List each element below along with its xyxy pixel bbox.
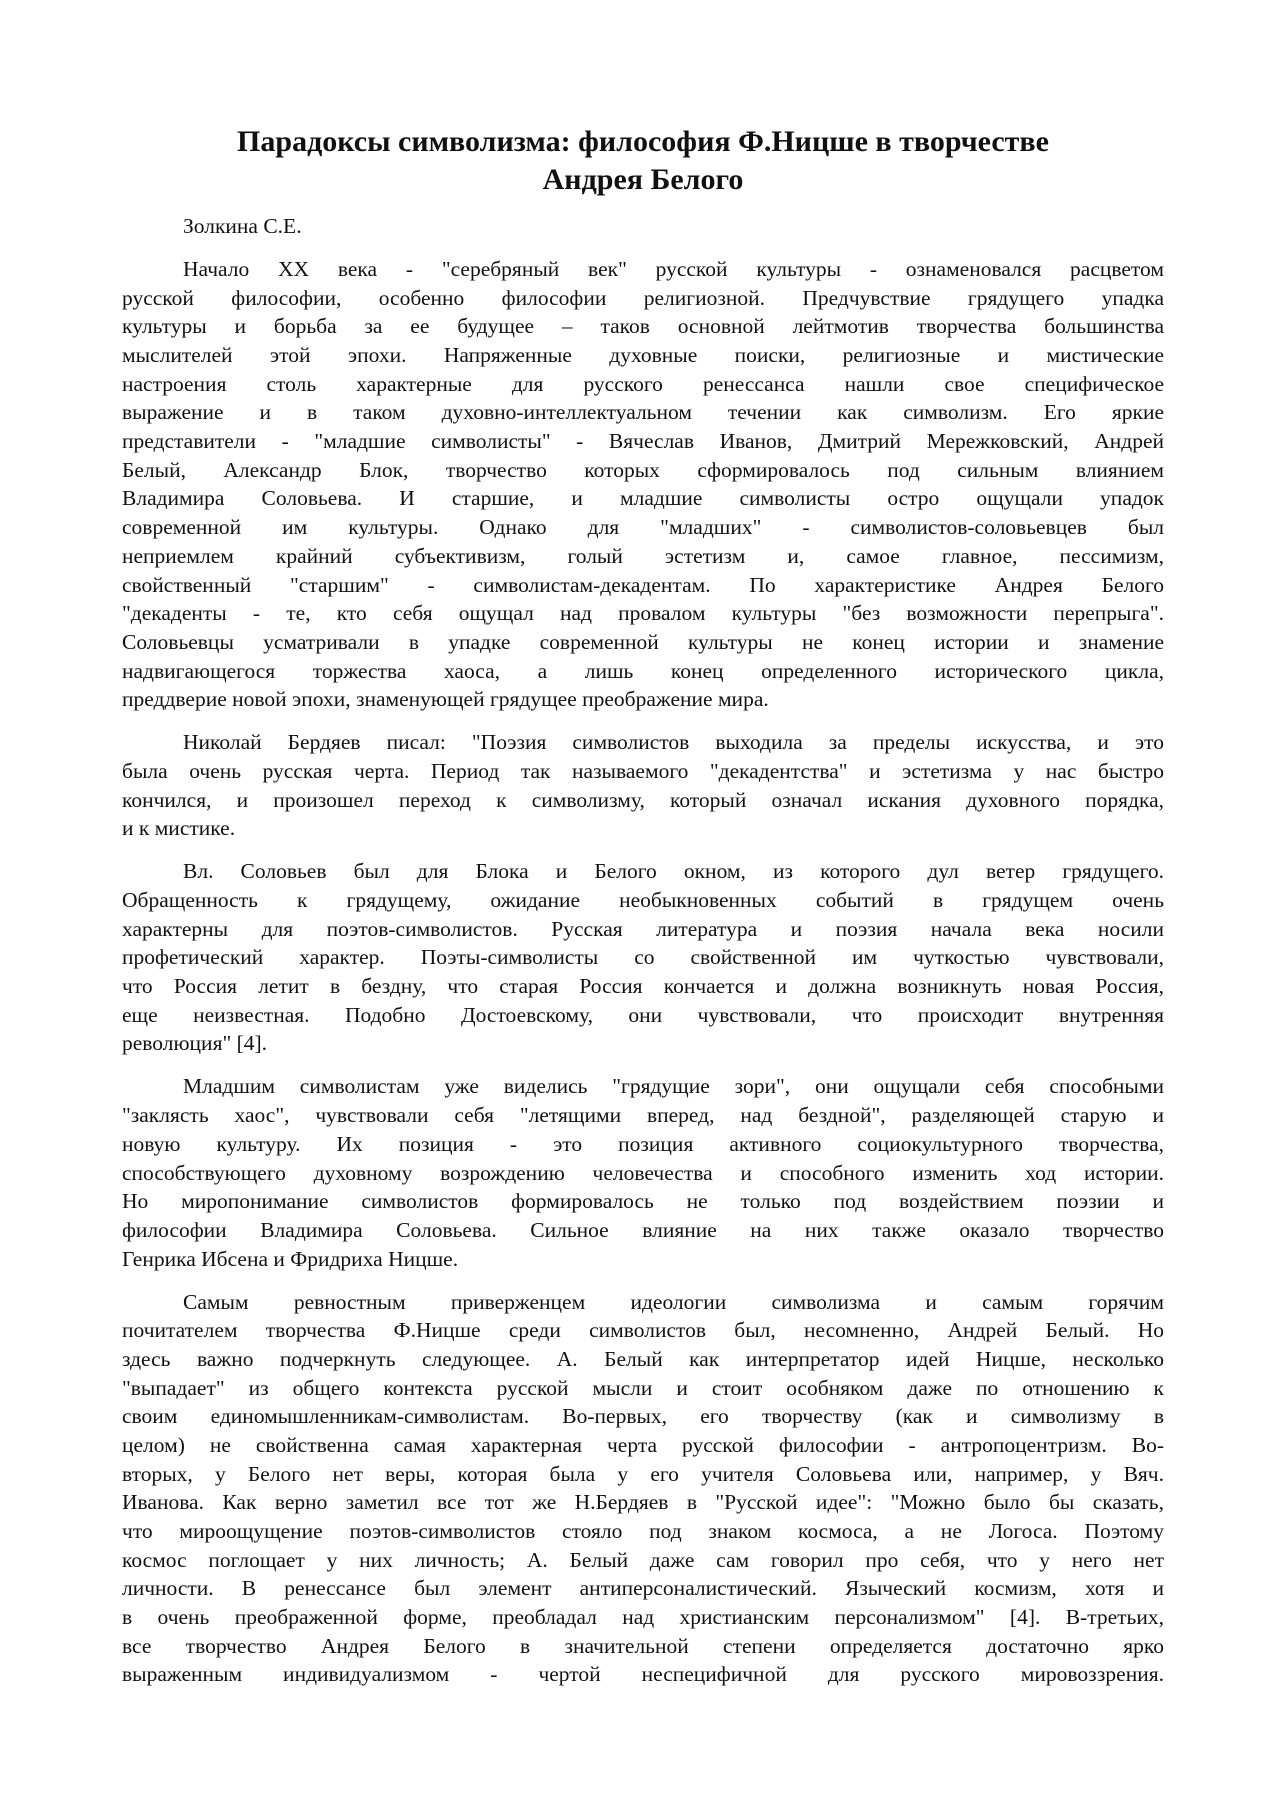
text-line: надвигающегося торжества хаоса, а лишь конец определенного исторического цикла, xyxy=(122,658,1164,683)
text-line: представители - "младшие символисты" - Вячеслав Иванов, Дмитрий Мережковский, Андрей xyxy=(122,429,1164,454)
text-line: Генрика Ибсена и Фридриха Ницше. xyxy=(122,1246,459,1271)
text-line: свойственный "старшим" - символистам-декадентам. По характеристике Андрея Белого xyxy=(122,572,1164,597)
text-line: была очень русская черта. Период так называемого "декадентства" и эстетизма у нас быстро xyxy=(122,758,1164,783)
text-line: неприемлем крайний субъективизм, голый эстетизм и, самое главное, пессимизм, xyxy=(122,543,1164,568)
text-line: Самым ревностным приверженцем идеологии символизма и самым горячим xyxy=(183,1289,1164,1314)
text-line: своим единомышленникам-символистам. Во-первых, его творчеству (как и символизму в xyxy=(122,1404,1164,1429)
paragraph xyxy=(122,1072,1164,1273)
text-line: космос поглощает у них личность; А. Белый даже сам говорил про себя, что у него нет xyxy=(122,1547,1164,1572)
text-line: новую культуру. Их позиция - это позиция активного социокультурного творчества, xyxy=(122,1131,1164,1156)
text-line: профетический характер. Поэты-символисты со свойственной им чуткостью чувствовали, xyxy=(122,945,1164,970)
author-name: Золкина С.Е. xyxy=(183,214,302,238)
title-line-2: Андрея Белого xyxy=(542,163,744,196)
text-line: современной им культуры. Однако для "младших" - символистов-соловьевцев был xyxy=(122,515,1164,540)
text-line: выраженным индивидуализмом - чертой неспецифичной для русского мировоззрения. xyxy=(122,1662,1164,1687)
text-line: настроения столь характерные для русского ренессанса нашли свое специфическое xyxy=(122,371,1164,396)
paragraph xyxy=(122,255,1164,714)
text-line: "выпадает" из общего контекста русской мысли и стоит особняком даже по отношению к xyxy=(122,1375,1164,1400)
text-line: почитателем творчества Ф.Ницше среди символистов был, несомненно, Андрей Белый. Но xyxy=(122,1318,1164,1343)
document-title xyxy=(122,123,1164,199)
text-line: вторых, у Белого нет веры, которая была у его учителя Соловьева или, например, у Вяч. xyxy=(122,1461,1164,1486)
title-line-1: Парадоксы символизма: философия Ф.Ницше в творчестве xyxy=(237,125,1049,158)
document-body xyxy=(122,212,1164,1689)
paragraph xyxy=(122,728,1164,843)
text-line: революция" [4]. xyxy=(122,1031,268,1056)
text-line: Иванова. Как верно заметил все тот же Н.Бердяев в "Русской идее": "Можно было бы сказать, xyxy=(122,1490,1164,1515)
text-line: преддверие новой эпохи, знаменующей грядущее преображение мира. xyxy=(122,687,769,712)
text-line: "декаденты - те, кто себя ощущал над провалом культуры "без возможности перепрыга". xyxy=(122,601,1164,626)
text-line: Белый, Александр Блок, творчество которых сформировалось под сильным влиянием xyxy=(122,457,1164,482)
text-line: Но миропонимание символистов формировалось не только под воздействием поэзии и xyxy=(122,1189,1164,1214)
text-line: философии Владимира Соловьева. Сильное влияние на них также оказало творчество xyxy=(122,1217,1164,1242)
text-line: Обращенность к грядущему, ожидание необыкновенных событий в грядущем очень xyxy=(122,888,1164,913)
text-line: еще неизвестная. Подобно Достоевскому, они чувствовали, что происходит внутренняя xyxy=(122,1002,1164,1027)
text-line: кончился, и произошел переход к символизму, который означал искания духовного порядка, xyxy=(122,787,1164,812)
text-line: в очень преображенной форме, преобладал над христианским персонализмом" [4]. В-третьих, xyxy=(122,1605,1164,1630)
text-line: и к мистике. xyxy=(122,816,236,841)
text-line: Начало XX века - "серебряный век" русской культуры - ознаменовался расцветом xyxy=(183,256,1164,281)
text-line: что мироощущение поэтов-символистов стояло под знаком космоса, а не Логоса. Поэтому xyxy=(122,1519,1164,1544)
paragraph xyxy=(122,1288,1164,1690)
text-line: Владимира Соловьева. И старшие, и младшие символисты остро ощущали упадок xyxy=(122,486,1164,511)
text-line: все творчество Андрея Белого в значительной степени определяется достаточно ярко xyxy=(122,1633,1164,1658)
text-line: целом) не свойственна самая характерная черта русской философии - антропоцентризм. Во- xyxy=(122,1432,1164,1457)
text-line: мыслителей этой эпохи. Напряженные духовные поиски, религиозные и мистические xyxy=(122,343,1164,368)
text-line: Николай Бердяев писал: "Поэзия символистов выходила за пределы искусства, и это xyxy=(183,730,1164,755)
text-line: что Россия летит в бездну, что старая Россия кончается и должна возникнуть новая Россия, xyxy=(122,974,1164,999)
text-line: выражение и в таком духовно-интеллектуальном течении как символизм. Его яркие xyxy=(122,400,1164,425)
text-line: Младшим символистам уже виделись "грядущие зори", они ощущали себя способными xyxy=(183,1074,1164,1099)
text-line: здесь важно подчеркнуть следующее. А. Белый как интерпретатор идей Ницше, несколько xyxy=(122,1346,1164,1371)
paragraph xyxy=(122,857,1164,1058)
text-line: Вл. Соловьев был для Блока и Белого окном, из которого дул ветер грядущего. xyxy=(183,859,1164,884)
text-line: Соловьевцы усматривали в упадке современной культуры не конец истории и знамение xyxy=(122,629,1164,654)
text-line: русской философии, особенно философии религиозной. Предчувствие грядущего упадка xyxy=(122,285,1164,310)
text-line: "заклясть хаос", чувствовали себя "летящими вперед, над бездной", разделяющей старую и xyxy=(122,1103,1164,1128)
text-line: культуры и борьба за ее будущее – таков основной лейтмотив творчества большинства xyxy=(122,314,1164,339)
text-line: личности. В ренессансе был элемент антиперсоналистический. Языческий космизм, хотя и xyxy=(122,1576,1164,1601)
text-line: характерны для поэтов-символистов. Русская литература и поэзия начала века носили xyxy=(122,916,1164,941)
text-line: способствующего духовному возрождению человечества и способного изменить ход истории. xyxy=(122,1160,1164,1185)
